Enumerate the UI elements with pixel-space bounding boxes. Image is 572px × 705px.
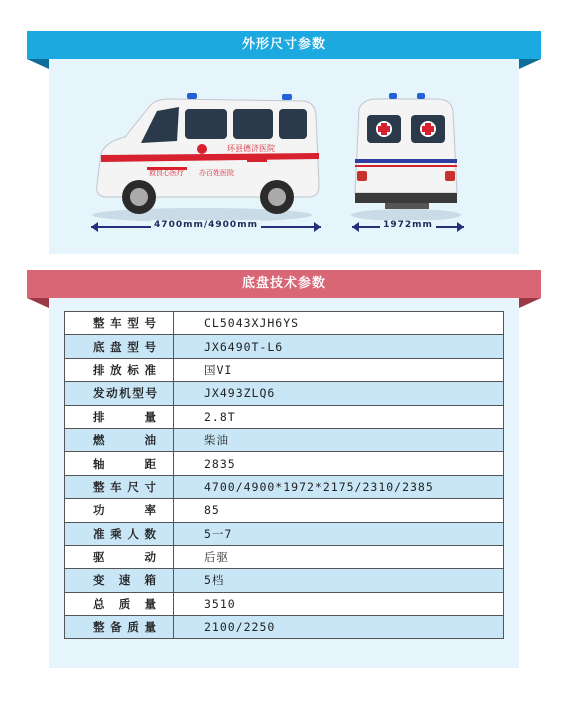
- section-title-dimensions: 外形尺寸参数: [27, 31, 541, 59]
- table-row: [65, 569, 504, 592]
- banner-fold-right-red: [519, 298, 541, 308]
- width-dimension: [352, 221, 464, 233]
- table-row: [65, 616, 504, 639]
- vehicle-side-text-1: 环县德济医院: [227, 144, 275, 153]
- spec-key: 发动机型号: [65, 382, 174, 405]
- banner-fold-left: [27, 59, 49, 69]
- spec-value: 3510: [174, 592, 504, 615]
- spec-key: 准乘人数: [65, 522, 174, 545]
- spec-key: 排放标准: [65, 358, 174, 381]
- spec-value: 85: [174, 499, 504, 522]
- spec-value: 后驱: [174, 545, 504, 568]
- table-row: [65, 405, 504, 428]
- spec-key: 轴距: [65, 452, 174, 475]
- table-row: [65, 312, 504, 335]
- vehicle-side-text-2: 救良心医疗: [149, 169, 184, 177]
- spec-key: 底盘型号: [65, 335, 174, 358]
- spec-key: 整备质量: [65, 616, 174, 639]
- ambulance-rear-image: [349, 89, 464, 229]
- spec-value: 国VI: [174, 358, 504, 381]
- table-row: [65, 592, 504, 615]
- table-row: [65, 499, 504, 522]
- spec-value: 4700/4900*1972*2175/2310/2385: [174, 475, 504, 498]
- table-row: [65, 335, 504, 358]
- table-row: [65, 475, 504, 498]
- spec-table: [64, 311, 504, 639]
- table-row: [65, 428, 504, 451]
- spec-value: 2835: [174, 452, 504, 475]
- spec-key: 排量: [65, 405, 174, 428]
- width-label: 1972mm: [380, 220, 436, 230]
- spec-key: 整车尺寸: [65, 475, 174, 498]
- vehicle-side-text-3: 办百姓医院: [199, 169, 234, 177]
- spec-value: 柴油: [174, 428, 504, 451]
- table-row: [65, 452, 504, 475]
- spec-value: 2100/2250: [174, 616, 504, 639]
- spec-key: 功率: [65, 499, 174, 522]
- length-label: 4700mm/4900mm: [151, 220, 261, 230]
- dimensions-panel: [49, 59, 519, 254]
- spec-key: 变速箱: [65, 569, 174, 592]
- spec-key: 总质量: [65, 592, 174, 615]
- spec-value: JX493ZLQ6: [174, 382, 504, 405]
- spec-key: 燃油: [65, 428, 174, 451]
- banner-fold-left-red: [27, 298, 49, 308]
- table-row: [65, 522, 504, 545]
- spec-value: 2.8T: [174, 405, 504, 428]
- table-row: [65, 545, 504, 568]
- spec-value: 5一7: [174, 522, 504, 545]
- table-row: [65, 382, 504, 405]
- spec-value: JX6490T-L6: [174, 335, 504, 358]
- spec-key: 整车型号: [65, 312, 174, 335]
- ambulance-side-image: [77, 89, 327, 229]
- spec-key: 驱动: [65, 545, 174, 568]
- table-row: [65, 358, 504, 381]
- length-dimension: [91, 221, 321, 233]
- banner-fold-right: [519, 59, 541, 69]
- spec-value: 5档: [174, 569, 504, 592]
- section-title-chassis: 底盘技术参数: [27, 270, 541, 298]
- spec-value: CL5043XJH6YS: [174, 312, 504, 335]
